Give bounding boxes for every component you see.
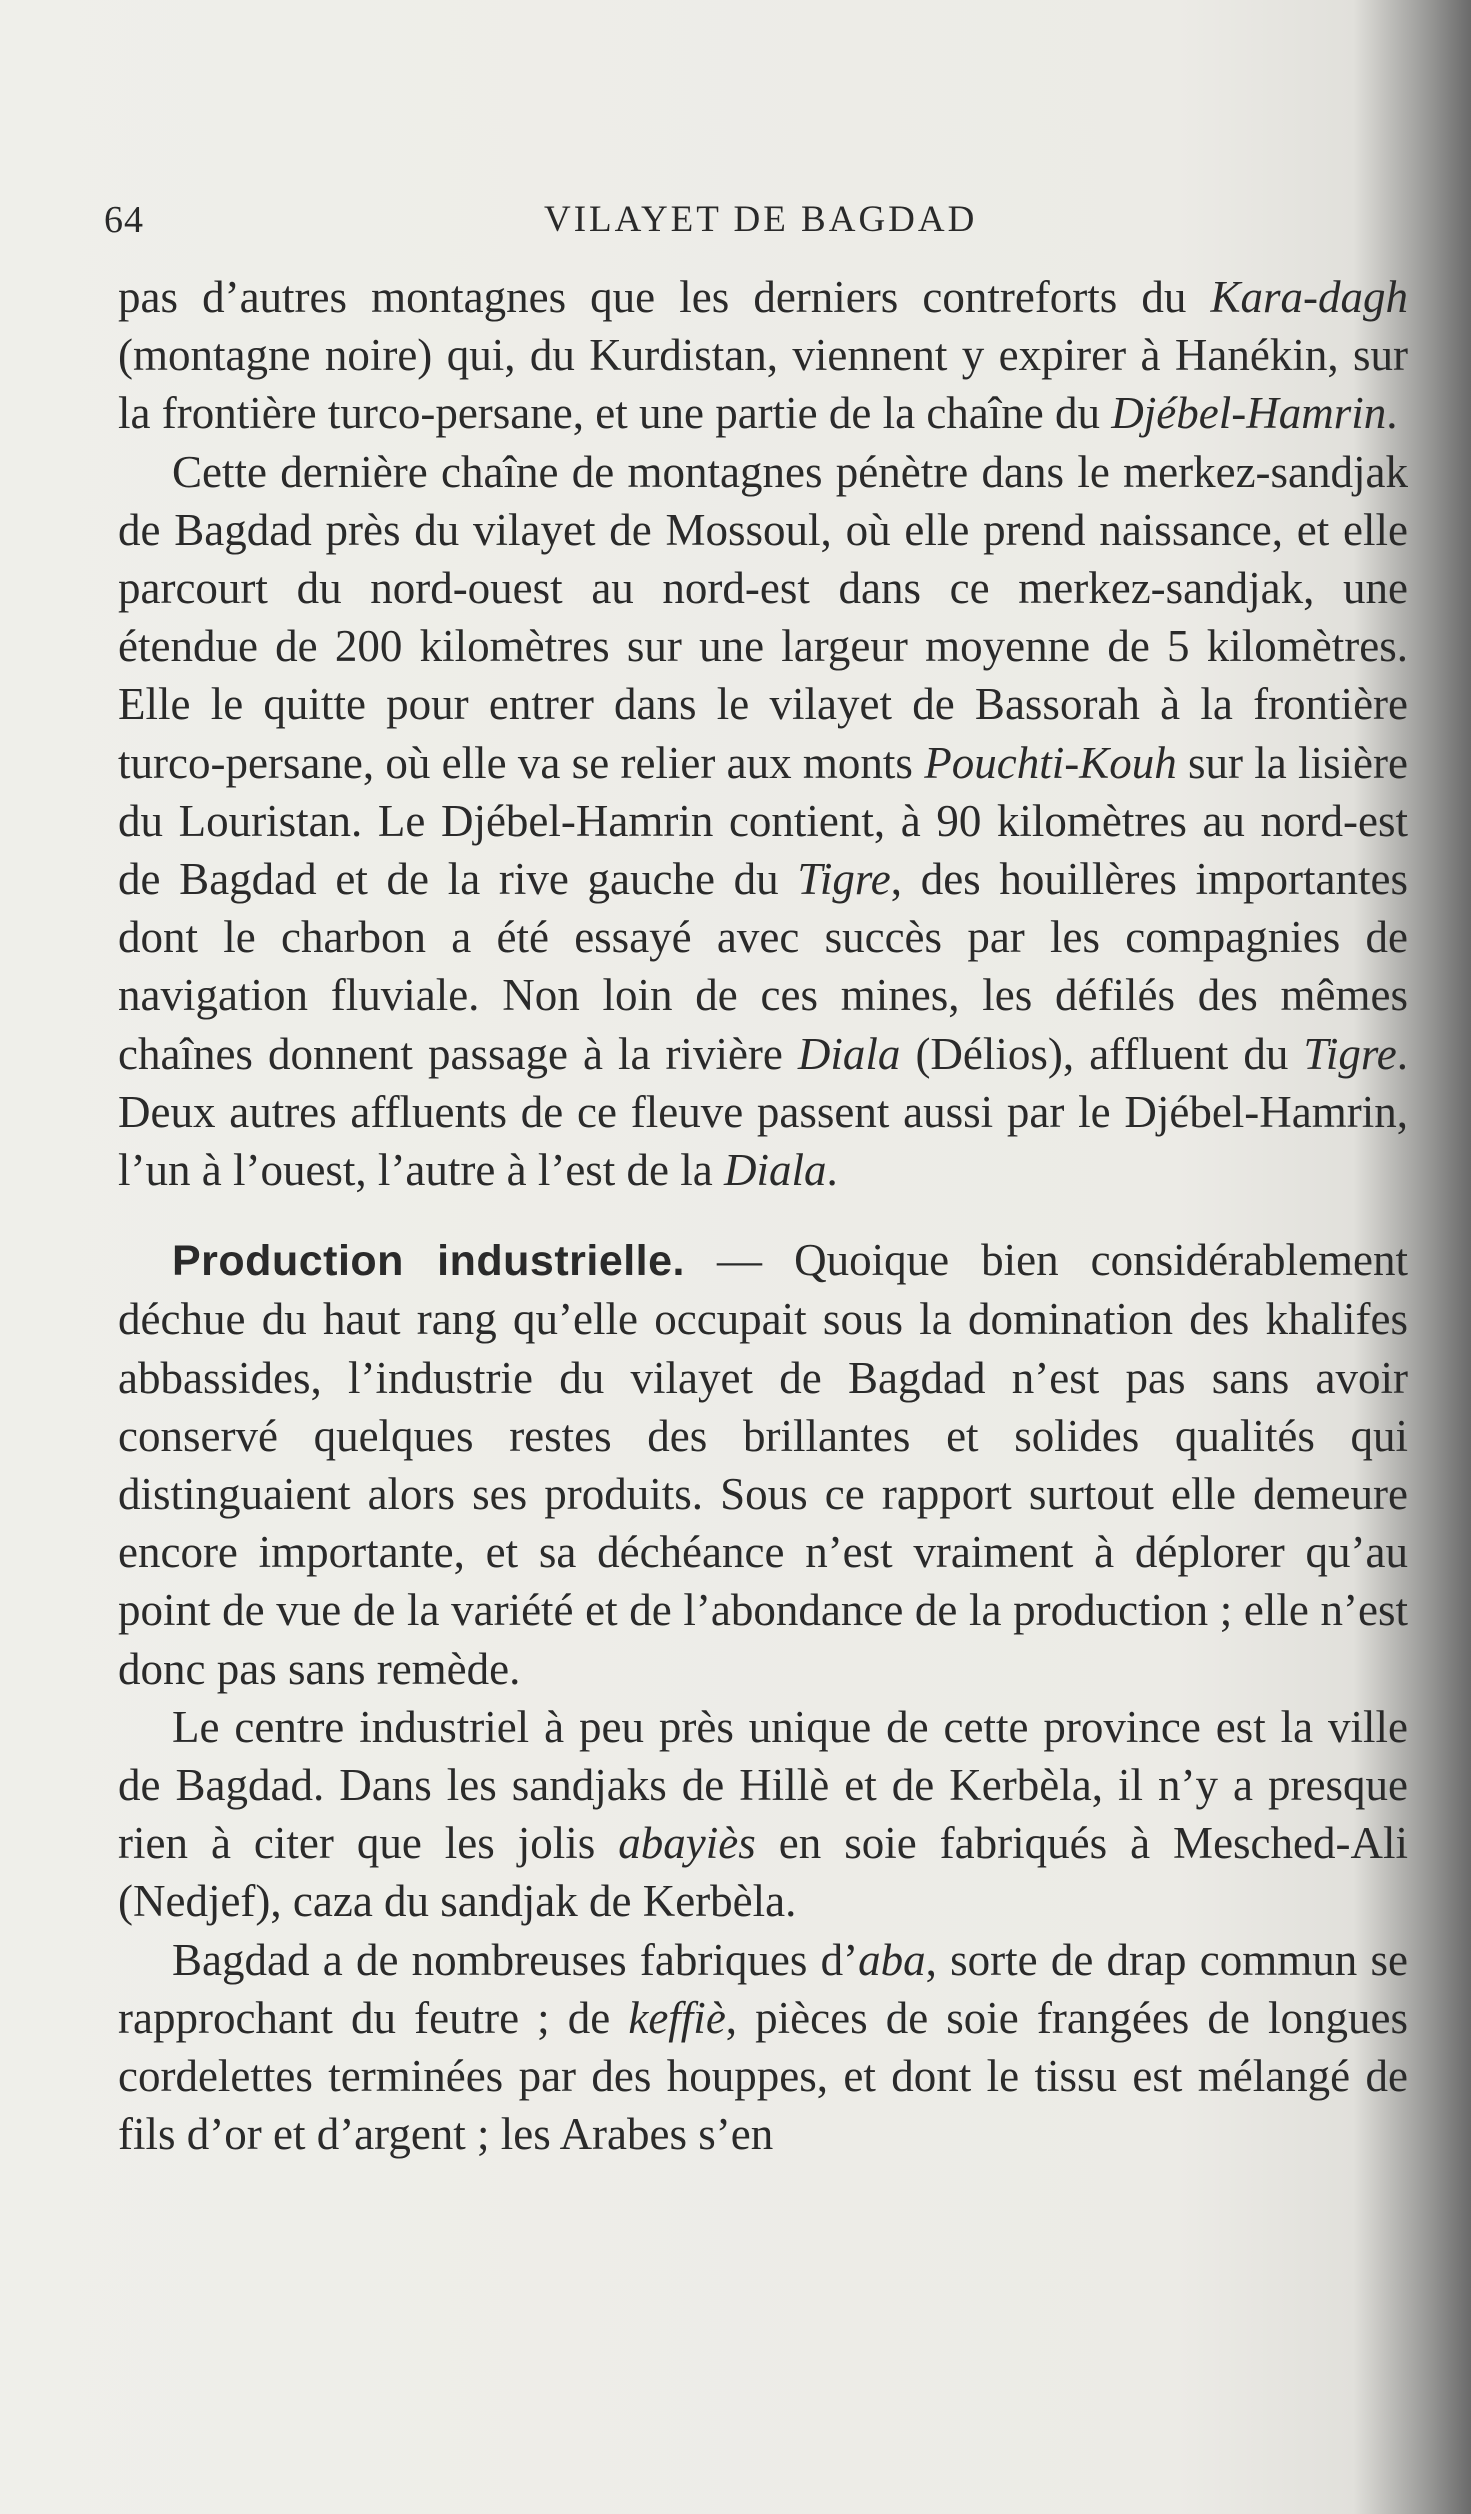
text-run: , sorte de drap commun se rapprochant du feutre ; de xyxy=(118,1934,1408,2043)
section-heading: Production industrielle. xyxy=(172,1237,685,1286)
body-text xyxy=(118,268,1408,2164)
text-run: en soie fabriqués à Mesched-Ali (Nedjef), caza du sandjak de Kerbèla. xyxy=(118,1818,1408,1927)
text-run: Bagdad a de nombreuses fabriques d’ xyxy=(172,1934,859,1985)
text-run: . xyxy=(826,1145,838,1196)
paragraph-3 xyxy=(118,1231,1408,1698)
text-run: — Quoique bien considérablement déchue du haut rang qu’elle occupait sous la domination des khalifes abbassides, l’industrie du vilayet de Bagdad n’est pas sans avoir conservé quelques restes des brillantes et solides qualités qui distinguaient alors ses produits. Sous ce rapport surtout elle demeure encore importante, et sa déchéance n’est vraiment à déplorer qu’au point de vue de la variété et de l’abondance de la production ; elle n’est donc pas sans remède. xyxy=(118,1235,1408,1694)
page-number: 64 xyxy=(104,199,144,241)
running-title: VILAYET DE BAGDAD xyxy=(544,199,978,240)
text-run: pas d’autres montagnes que les derniers contreforts du xyxy=(118,272,1211,322)
italic-term: aba xyxy=(858,1934,926,1985)
text-run: Le centre industriel à peu près unique de cette province est la ville de Bagdad. Dans les sandjaks de Hillè et de Kerbèla, il n’y a presque rien à citer que les jolis xyxy=(118,1701,1408,1869)
text-run: , des houillères importantes dont le charbon a été essayé avec succès par les compagnies de navigation fluviale. Non loin de ces mines, les défilés des mêmes chaînes donnent passage à la rivière xyxy=(118,854,1408,1079)
text-run: Cette dernière chaîne de montagnes pénètre dans le merkez-sandjak de Bagdad près du vilayet de Mossoul, où elle prend naissance, et elle parcourt du nord-ouest au nord-est dans ce merkez-sandjak, une étendue de 200 kilomètres sur une largeur moyenne de 5 kilomètres. Elle le quitte pour entrer dans le vilayet de Bassorah à la frontière turco-persane, où elle va se relier aux monts xyxy=(118,446,1408,788)
italic-place-name: Diala xyxy=(724,1145,827,1196)
italic-place-name: Pouchti-Kouh xyxy=(924,737,1177,788)
italic-place-name: Kara-dagh xyxy=(1210,272,1408,322)
text-run: , pièces de soie frangées de longues cordelettes terminées par des houppes, et dont le tissu est mélangé de fils d’or et d’argent ; les Arabes s’en xyxy=(118,1992,1408,2160)
paragraph-5 xyxy=(118,1931,1408,2164)
paragraph-2 xyxy=(118,443,1408,1200)
italic-place-name: Djébel-Hamrin xyxy=(1111,388,1387,439)
paragraph-4 xyxy=(118,1698,1408,1931)
italic-place-name: Tigre xyxy=(797,854,891,905)
running-head xyxy=(104,198,1414,248)
italic-place-name: Diala xyxy=(797,1028,901,1079)
italic-term: keffiè xyxy=(628,1992,726,2043)
text-run: sur la lisière du Louristan. Le Djébel-Hamrin contient, à 90 kilomètres au nord-est de Bagdad et de la rive gauche du xyxy=(118,737,1408,905)
italic-term: abayiès xyxy=(618,1818,756,1869)
paragraph-1 xyxy=(118,268,1408,443)
text-run: . Deux autres affluents de ce fleuve passent aussi par le Djébel-Hamrin, l’un à l’ouest, l’autre à l’est de la xyxy=(118,1028,1408,1196)
text-run: . xyxy=(1386,388,1398,439)
italic-place-name: Tigre xyxy=(1303,1028,1397,1079)
text-run: (montagne noire) qui, du Kurdistan, viennent y expirer à Hanékin, sur la frontière turco-persane, et une partie de la chaîne du xyxy=(118,330,1408,439)
text-run: (Délios), affluent du xyxy=(900,1028,1304,1079)
